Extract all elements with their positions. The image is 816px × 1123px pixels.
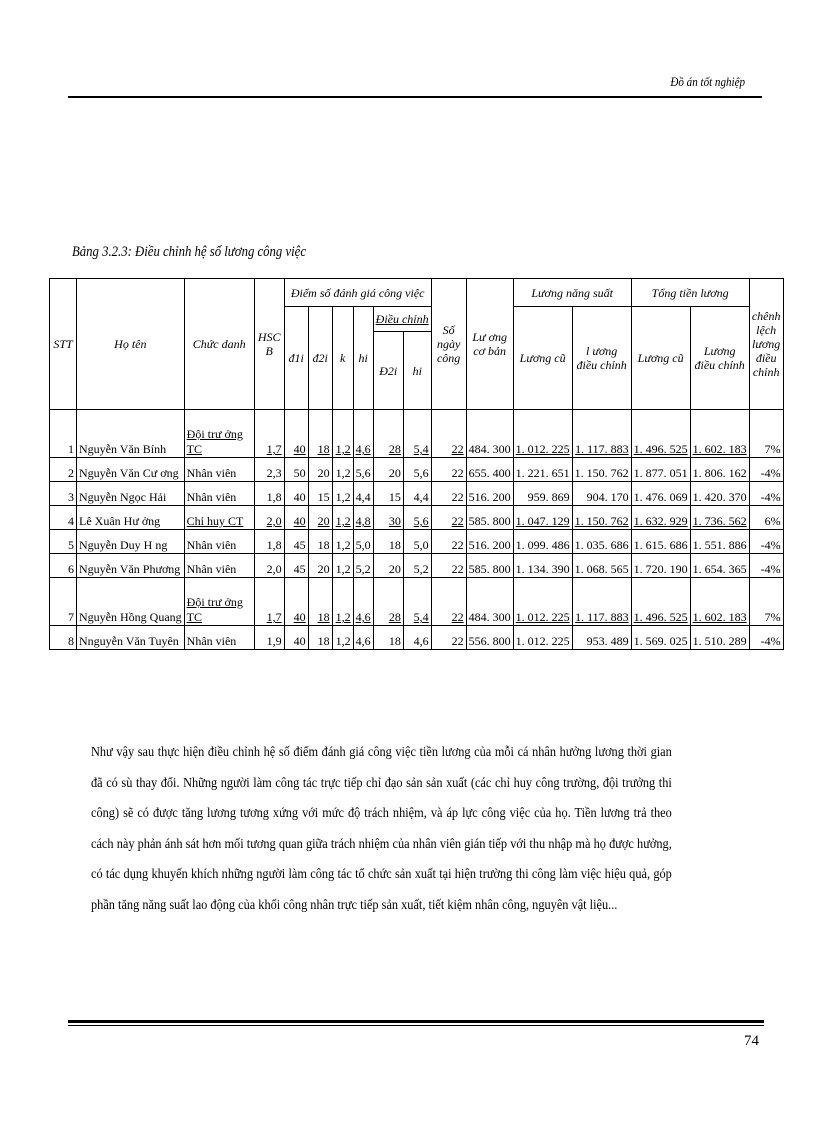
header-total-salary: Tổng tiền lương — [631, 279, 749, 307]
cell-title: Nhân viên — [184, 458, 254, 482]
cell-D2: 28 — [373, 578, 403, 626]
cell-diff: 6% — [749, 506, 783, 530]
cell-ns_old: 1. 012. 225 — [513, 578, 572, 626]
cell-hi2: 5,4 — [403, 410, 431, 458]
cell-ns_old: 1. 012. 225 — [513, 626, 572, 650]
cell-stt: 8 — [50, 626, 77, 650]
cell-k: 1,2 — [332, 530, 353, 554]
cell-D2: 20 — [373, 458, 403, 482]
cell-base: 655. 400 — [466, 458, 513, 482]
cell-stt: 2 — [50, 458, 77, 482]
cell-D2: 28 — [373, 410, 403, 458]
cell-hi: 4,6 — [353, 410, 373, 458]
cell-ns_old: 1. 012. 225 — [513, 410, 572, 458]
header-base-salary: Lư ơng cơ bản — [466, 279, 513, 410]
cell-days: 22 — [431, 554, 466, 578]
table-row — [50, 554, 784, 578]
header-stt: STT — [50, 279, 77, 410]
cell-t_old: 1. 632. 929 — [631, 506, 690, 530]
cell-stt: 1 — [50, 410, 77, 458]
cell-base: 585. 800 — [466, 554, 513, 578]
cell-title: Đội trư ởng TC — [184, 578, 254, 626]
cell-ns_old: 1. 221. 651 — [513, 458, 572, 482]
cell-d1: 50 — [284, 458, 308, 482]
cell-ns_old: 959. 869 — [513, 482, 572, 506]
cell-t_old: 1. 496. 525 — [631, 410, 690, 458]
cell-k: 1,2 — [332, 458, 353, 482]
footer-divider-thick — [68, 1020, 764, 1023]
cell-ns_old: 1. 047. 129 — [513, 506, 572, 530]
cell-k: 1,2 — [332, 626, 353, 650]
cell-ns_new: 1. 068. 565 — [572, 554, 631, 578]
cell-ns_old: 1. 099. 486 — [513, 530, 572, 554]
table-caption: Bảng 3.2.3: Điều chỉnh hệ số lương công việc — [72, 244, 307, 260]
cell-hscb: 1,8 — [254, 530, 284, 554]
cell-stt: 4 — [50, 506, 77, 530]
footer-divider-thin — [68, 1025, 764, 1026]
header-hi-adjusted: hi — [403, 332, 431, 410]
cell-D2: 30 — [373, 506, 403, 530]
cell-name: Nguyễn Ngọc Hải — [77, 482, 185, 506]
cell-D2: 20 — [373, 554, 403, 578]
cell-title: Nhân viên — [184, 482, 254, 506]
cell-d2: 20 — [308, 554, 332, 578]
header-divider — [68, 96, 762, 98]
cell-base: 516. 200 — [466, 482, 513, 506]
cell-title: Nhân viên — [184, 626, 254, 650]
cell-t_new: 1. 551. 886 — [690, 530, 749, 554]
table-row — [50, 530, 784, 554]
cell-d1: 40 — [284, 506, 308, 530]
cell-diff: 7% — [749, 410, 783, 458]
cell-hscb: 1,7 — [254, 410, 284, 458]
cell-title: Nhân viên — [184, 554, 254, 578]
cell-d2: 18 — [308, 410, 332, 458]
cell-k: 1,2 — [332, 578, 353, 626]
table-row — [50, 506, 784, 530]
cell-d1: 40 — [284, 626, 308, 650]
cell-ns_new: 1. 150. 762 — [572, 506, 631, 530]
cell-hi2: 5,2 — [403, 554, 431, 578]
cell-t_new: 1. 510. 289 — [690, 626, 749, 650]
cell-base: 484. 300 — [466, 578, 513, 626]
cell-days: 22 — [431, 506, 466, 530]
cell-days: 22 — [431, 458, 466, 482]
cell-hscb: 1,9 — [254, 626, 284, 650]
header-difference: chênh lệch lương điều chỉnh — [749, 279, 783, 410]
cell-t_old: 1. 877. 051 — [631, 458, 690, 482]
header-productivity-old: Lương cũ — [513, 307, 572, 410]
cell-stt: 5 — [50, 530, 77, 554]
cell-t_old: 1. 569. 025 — [631, 626, 690, 650]
cell-t_old: 1. 720. 190 — [631, 554, 690, 578]
cell-hi2: 5,6 — [403, 458, 431, 482]
body-paragraph: Như vậy sau thực hiện điều chỉnh hệ số điểm đánh giá công việc tiền lương của mỗi cá nhân hưởng lương thời gian đã có sù thay đổi. Những người làm công tác trực tiếp chỉ đạo sản sản xuất (các chỉ huy công trường, đội trưởng thi công) sẽ có được tăng lương tương xứng với mức độ trách nhiệm, và áp lực công việc của họ. Tiền lương trả theo cách này phản ánh sát hơn mối tương quan giữa trách nhiệm của nhân viên gián tiếp với thu nhập mà họ được hưởng, có tác dụng khuyến khích những người làm công tác tổ chức sản xuất tại hiện trường thi công làm việc hiệu quả, góp phần tăng năng suất lao động của khối công nhân trực tiếp sản xuất, tiết kiệm nhân công, nguyên vật liệu... — [91, 745, 672, 913]
cell-hi: 5,0 — [353, 530, 373, 554]
cell-base: 484. 300 — [466, 410, 513, 458]
cell-base: 516. 200 — [466, 530, 513, 554]
cell-ns_new: 1. 150. 762 — [572, 458, 631, 482]
cell-d2: 18 — [308, 530, 332, 554]
header-adjusted: Điều chỉnh — [373, 307, 431, 332]
cell-stt: 7 — [50, 578, 77, 626]
cell-k: 1,2 — [332, 506, 353, 530]
cell-hi2: 5,0 — [403, 530, 431, 554]
cell-d2: 18 — [308, 626, 332, 650]
cell-hi: 5,6 — [353, 458, 373, 482]
cell-t_new: 1. 736. 562 — [690, 506, 749, 530]
cell-stt: 3 — [50, 482, 77, 506]
header-total-old: Lương cũ — [631, 307, 690, 410]
cell-hscb: 2,0 — [254, 554, 284, 578]
cell-ns_new: 1. 117. 883 — [572, 410, 631, 458]
cell-k: 1,2 — [332, 410, 353, 458]
cell-hi: 4,8 — [353, 506, 373, 530]
cell-ns_new: 1. 035. 686 — [572, 530, 631, 554]
cell-diff: 7% — [749, 578, 783, 626]
cell-days: 22 — [431, 482, 466, 506]
cell-d1: 45 — [284, 554, 308, 578]
header-productivity-new: l ương điều chỉnh — [572, 307, 631, 410]
cell-title: Nhân viên — [184, 530, 254, 554]
header-name: Họ tên — [77, 279, 185, 410]
cell-t_new: 1. 602. 183 — [690, 410, 749, 458]
cell-t_new: 1. 654. 365 — [690, 554, 749, 578]
document-header-title: Đồ án tốt nghiệp — [670, 74, 745, 89]
cell-name: Lê Xuân Hư ởng — [77, 506, 185, 530]
cell-diff: -4% — [749, 554, 783, 578]
cell-diff: -4% — [749, 530, 783, 554]
header-k: k — [332, 307, 353, 410]
cell-hi: 5,2 — [353, 554, 373, 578]
cell-t_new: 1. 806. 162 — [690, 458, 749, 482]
cell-diff: -4% — [749, 458, 783, 482]
cell-name: Nguyễn Hồng Quang — [77, 578, 185, 626]
cell-ns_old: 1. 134. 390 — [513, 554, 572, 578]
cell-d1: 45 — [284, 530, 308, 554]
table-row — [50, 626, 784, 650]
cell-hi: 4,4 — [353, 482, 373, 506]
cell-name: Nguyễn Văn Phương — [77, 554, 185, 578]
cell-base: 556. 800 — [466, 626, 513, 650]
cell-t_old: 1. 615. 686 — [631, 530, 690, 554]
cell-d1: 40 — [284, 410, 308, 458]
cell-t_new: 1. 420. 370 — [690, 482, 749, 506]
cell-stt: 6 — [50, 554, 77, 578]
cell-ns_new: 904. 170 — [572, 482, 631, 506]
page-number: 74 — [744, 1033, 759, 1049]
cell-d2: 20 — [308, 458, 332, 482]
cell-hi2: 5,4 — [403, 578, 431, 626]
cell-hi2: 5,6 — [403, 506, 431, 530]
cell-days: 22 — [431, 410, 466, 458]
table-row — [50, 578, 784, 626]
cell-hscb: 1,7 — [254, 578, 284, 626]
cell-hi2: 4,4 — [403, 482, 431, 506]
cell-title: Chỉ huy CT — [184, 506, 254, 530]
cell-name: Nguyễn Văn Bính — [77, 410, 185, 458]
cell-ns_new: 1. 117. 883 — [572, 578, 631, 626]
cell-k: 1,2 — [332, 554, 353, 578]
cell-name: Nnguyễn Văn Tuyên — [77, 626, 185, 650]
cell-hscb: 2,0 — [254, 506, 284, 530]
cell-hi: 4,6 — [353, 626, 373, 650]
cell-title: Đội trư ởng TC — [184, 410, 254, 458]
cell-t_old: 1. 496. 525 — [631, 578, 690, 626]
cell-days: 22 — [431, 578, 466, 626]
cell-d2: 15 — [308, 482, 332, 506]
cell-diff: -4% — [749, 482, 783, 506]
header-D2i: Đ2i — [373, 332, 403, 410]
cell-d1: 40 — [284, 482, 308, 506]
header-position: Chức danh — [184, 279, 254, 410]
table-row — [50, 410, 784, 458]
cell-d2: 18 — [308, 578, 332, 626]
cell-D2: 15 — [373, 482, 403, 506]
header-d1i: đ1i — [284, 307, 308, 410]
cell-D2: 18 — [373, 530, 403, 554]
cell-k: 1,2 — [332, 482, 353, 506]
header-total-new: Lương điều chỉnh — [690, 307, 749, 410]
cell-name: Nguyễn Duy H ng — [77, 530, 185, 554]
cell-name: Nguyễn Văn Cư ơng — [77, 458, 185, 482]
header-working-days: Số ngày công — [431, 279, 466, 410]
cell-D2: 18 — [373, 626, 403, 650]
cell-days: 22 — [431, 530, 466, 554]
header-evaluation-score: Điểm số đánh giá công việc — [284, 279, 431, 307]
cell-d1: 40 — [284, 578, 308, 626]
header-d2i: đ2i — [308, 307, 332, 410]
header-hi: hi — [353, 307, 373, 410]
cell-hscb: 1,8 — [254, 482, 284, 506]
cell-t_new: 1. 602. 183 — [690, 578, 749, 626]
cell-diff: -4% — [749, 626, 783, 650]
cell-hi: 4,6 — [353, 578, 373, 626]
header-hscb: HSC B — [254, 279, 284, 410]
header-productivity-salary: Lương năng suất — [513, 279, 631, 307]
table-row — [50, 482, 784, 506]
cell-base: 585. 800 — [466, 506, 513, 530]
cell-t_old: 1. 476. 069 — [631, 482, 690, 506]
cell-hi2: 4,6 — [403, 626, 431, 650]
cell-hscb: 2,3 — [254, 458, 284, 482]
cell-ns_new: 953. 489 — [572, 626, 631, 650]
cell-d2: 20 — [308, 506, 332, 530]
cell-days: 22 — [431, 626, 466, 650]
salary-adjustment-table — [49, 278, 784, 650]
table-row — [50, 458, 784, 482]
